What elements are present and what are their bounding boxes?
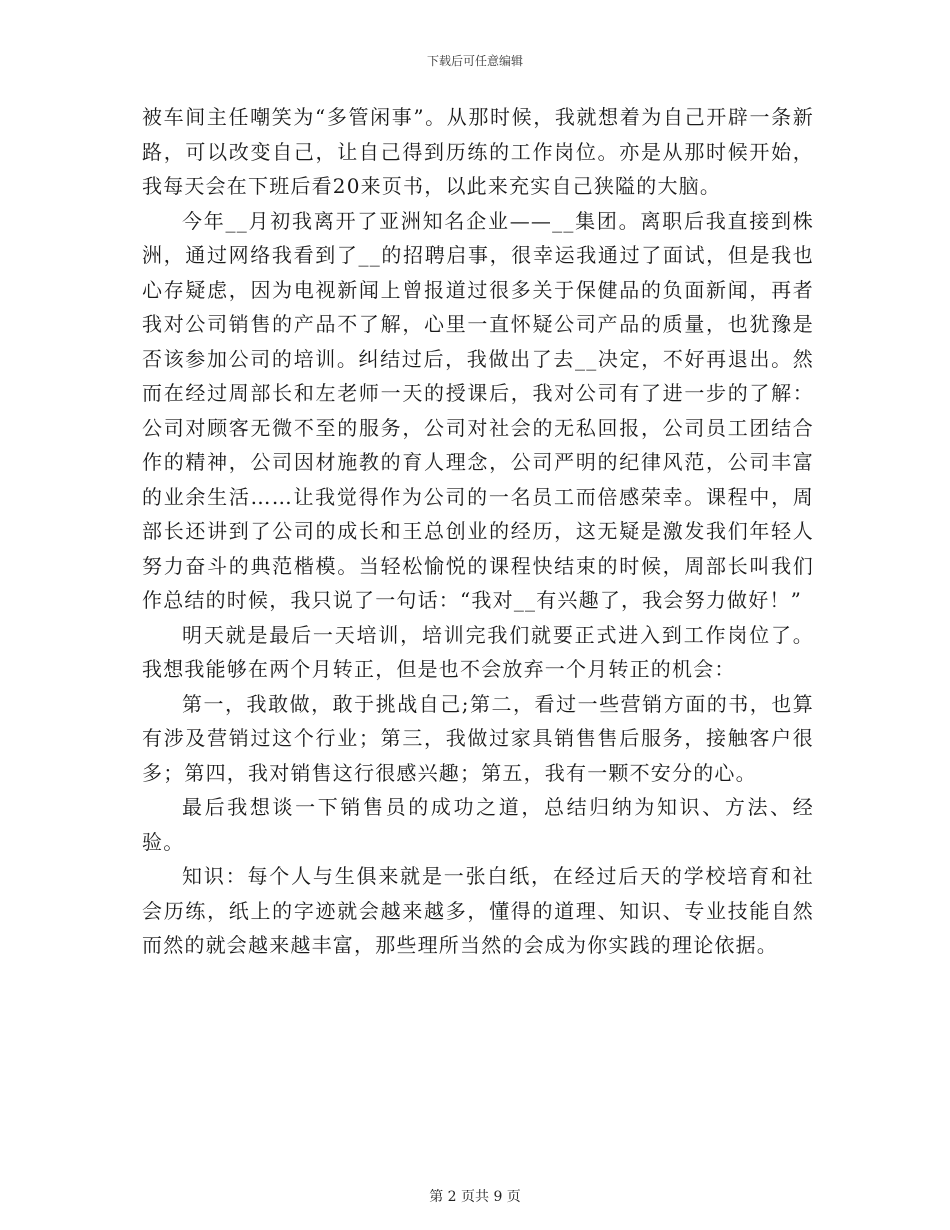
paragraph-3: 明天就是最后一天培训，培训完我们就要正式进入到工作岗位了。我想我能够在两个月转正，但是也不会放弃一个月转正的机会： bbox=[142, 622, 814, 681]
paragraph-5: 最后我想谈一下销售员的成功之道，总结归纳为知识、方法、经验。 bbox=[142, 795, 814, 854]
page-footer: 第 2 页共 9 页 bbox=[429, 1189, 521, 1205]
document-body bbox=[142, 100, 814, 963]
paragraph-6: 知识：每个人与生俱来就是一张白纸，在经过后天的学校培育和社会历练，纸上的字迹就会越来越多，懂得的道理、知识、专业技能自然而然的就会越来越丰富，那些理所当然的会成为你实践的理论依据。 bbox=[142, 864, 814, 957]
paragraph-4: 第一，我敢做，敢于挑战自己;第二，看过一些营销方面的书，也算有涉及营销过这个行业；第三，我做过家具销售售后服务，接触客户很多；第四，我对销售这行很感兴趣；第五，我有一颗不安分的心。 bbox=[142, 691, 814, 785]
paragraph-1: 被车间主任嘲笑为“多管闲事”。从那时候，我就想着为自己开辟一条新路，可以改变自己，让自己得到历练的工作岗位。亦是从那时候开始，我每天会在下班后看20来页书，以此来充实自己狭隘的大脑。 bbox=[142, 105, 814, 198]
paragraph-2: 今年__月初我离开了亚洲知名企业——__集团。离职后我直接到株洲，通过网络我看到了__的招聘启事，很幸运我通过了面试，但是我也心存疑虑，因为电视新闻上曾报道过很多关于保健品的负面新闻，再者我对公司销售的产品不了解，心里一直怀疑公司产品的质量，也犹豫是否该参加公司的培训。纠结过后，我做出了去__决定，不好再退出。然而在经过周部长和左老师一天的授课后，我对公司有了进一步的了解：公司对顾客无微不至的服务，公司对社会的无私回报，公司员工团结合作的精神，公司因材施教的育人理念，公司严明的纪律风范，公司丰富的业余生活……让我觉得作为公司的一名员工而倍感荣幸。课程中，周部长还讲到了公司的成长和王总创业的经历，这无疑是激发我们年轻人努力奋斗的典范楷模。当轻松愉悦的课程快结束的时候，周部长叫我们作总结的时候，我只说了一句话：“我对__有兴趣了，我会努力做好！” bbox=[142, 208, 814, 612]
page-header: 下载后可任意编辑 bbox=[426, 54, 523, 68]
